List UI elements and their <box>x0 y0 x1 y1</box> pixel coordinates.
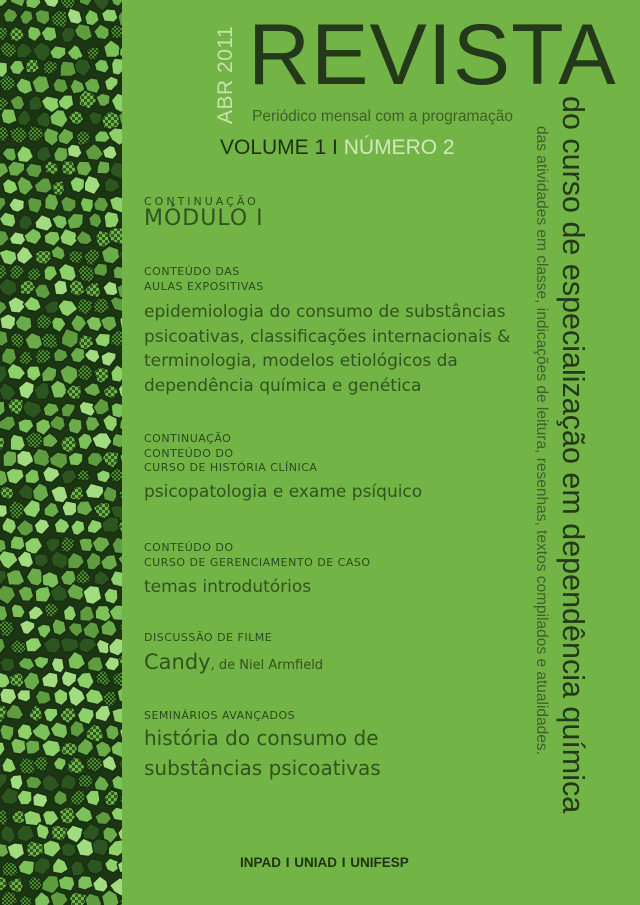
film-title: Candy <box>144 650 211 674</box>
pattern-cell <box>0 504 8 517</box>
pattern-cell <box>54 280 68 295</box>
seminars-label: SEMINÁRIOS AVANÇADOS <box>144 709 296 722</box>
clinical-label-line1: CONTINUAÇÃO <box>144 432 232 445</box>
pattern-cell <box>94 59 109 73</box>
pattern-cell <box>61 328 78 348</box>
pattern-cell <box>113 266 122 280</box>
pattern-cell <box>33 793 48 808</box>
module-title: MÓDULO I <box>144 206 264 231</box>
lectures-topics <box>144 300 510 398</box>
issue-number: NÚMERO 2 <box>343 136 455 159</box>
seminars-topic-line1: história do consumo de <box>144 726 379 750</box>
pattern-cell <box>104 588 118 605</box>
tagline-start: Periódico mensal com a programação <box>252 108 514 125</box>
tagline-vertical: das atividades em classe, indicações de leitura, resenhas, textos compilados e atualidades. <box>533 126 550 755</box>
pattern-cell <box>41 333 59 350</box>
pattern-cell <box>51 658 64 674</box>
pattern-cell <box>61 161 76 177</box>
pattern-cell <box>78 876 93 891</box>
pattern-cell <box>111 58 122 75</box>
clinical-label-line2: CONTEÚDO DO <box>144 446 234 460</box>
pattern-cell <box>17 690 31 703</box>
pattern-cell <box>45 193 59 211</box>
pattern-cell <box>25 163 42 178</box>
case-label-line2: CURSO DE GERENCIAMENTO DE CASO <box>144 555 371 569</box>
pattern-cell <box>1 109 17 125</box>
pattern-cell <box>78 264 95 283</box>
pattern-cell <box>80 197 94 213</box>
pattern-cell <box>86 859 103 875</box>
pattern-cell <box>61 196 77 212</box>
pattern-cell <box>0 724 14 741</box>
seminars-topic <box>144 723 381 783</box>
pattern-cell <box>67 144 82 158</box>
pattern-cell <box>69 250 84 264</box>
pattern-cell <box>112 433 122 448</box>
pattern-cell <box>0 314 16 331</box>
volume-number <box>220 136 455 160</box>
pattern-cell <box>96 470 110 484</box>
pattern-cell <box>97 161 111 175</box>
pattern-cell <box>2 861 18 877</box>
pattern-cell <box>10 536 25 551</box>
pattern-cell <box>25 740 40 755</box>
film-line <box>144 650 323 679</box>
module-label: CONTINUAÇÃO <box>144 195 259 208</box>
pattern-cell <box>10 434 25 451</box>
institutions-footer: INPAD I UNIAD I UNIFESP <box>240 855 409 870</box>
pattern-cell <box>68 452 83 466</box>
pattern-cell <box>0 810 8 827</box>
pattern-cell <box>26 59 40 73</box>
cellular-pattern-strip <box>0 0 122 905</box>
pattern-cell <box>27 197 42 214</box>
lectures-topic-line3: terminologia, modelos etiológicos da <box>144 351 458 371</box>
pattern-cell <box>0 212 16 228</box>
lectures-label-line2: AULAS EXPOSITIVAS <box>144 279 264 293</box>
pattern-cell <box>58 876 75 892</box>
clinical-label <box>144 432 317 476</box>
pattern-cell <box>28 876 43 891</box>
clinical-label-line3: CURSO DE HISTÓRIA CLÍNICA <box>144 461 318 474</box>
pattern-cell <box>101 9 118 22</box>
pattern-cell <box>61 536 75 553</box>
pattern-cell <box>0 657 15 672</box>
lectures-topic-line4: dependência química e genética <box>144 375 422 396</box>
pattern-cell <box>68 418 82 435</box>
film-director: , de Niel Armfield <box>210 658 324 673</box>
case-topic: temas introdutórios <box>144 577 312 597</box>
pattern-cell <box>61 842 76 857</box>
case-label <box>144 541 370 570</box>
volume-separator: I <box>332 136 338 159</box>
case-label-line1: CONTEÚDO DO <box>144 541 234 554</box>
pattern-cell <box>104 211 119 229</box>
pattern-cell <box>92 838 109 856</box>
pattern-cell <box>53 78 69 93</box>
pattern-cell <box>79 538 94 552</box>
clinical-topic: psicopatologia e exame psíquico <box>144 482 423 502</box>
seminars-topic-line2: substâncias psicoativas <box>144 756 381 780</box>
pattern-cell <box>62 501 77 516</box>
pattern-cell <box>11 738 27 754</box>
pattern-cell <box>95 333 111 347</box>
pattern-cell <box>34 553 49 567</box>
pattern-cell <box>35 690 51 704</box>
lectures-topic-line1: epidemiologia do consumo de substâncias <box>144 302 506 322</box>
issue-date: ABR 2011 <box>214 25 237 124</box>
pattern-cell <box>35 586 51 602</box>
volume-label: VOLUME 1 <box>220 136 327 159</box>
pattern-cell <box>35 349 51 364</box>
pattern-cell <box>77 469 90 481</box>
film-label: DISCUSSÃO DE FILME <box>144 631 273 644</box>
course-title-vertical: do curso de especialização em dependência química <box>556 96 590 814</box>
pattern-cell <box>26 841 44 858</box>
lectures-topic-line2: psicoativas, classificações internacionais & <box>144 326 511 347</box>
pattern-cell <box>52 618 66 635</box>
lectures-label-line1: CONTEÚDO DAS <box>144 265 240 278</box>
lectures-label <box>144 265 264 294</box>
magazine-title: REVISTA <box>248 7 617 103</box>
